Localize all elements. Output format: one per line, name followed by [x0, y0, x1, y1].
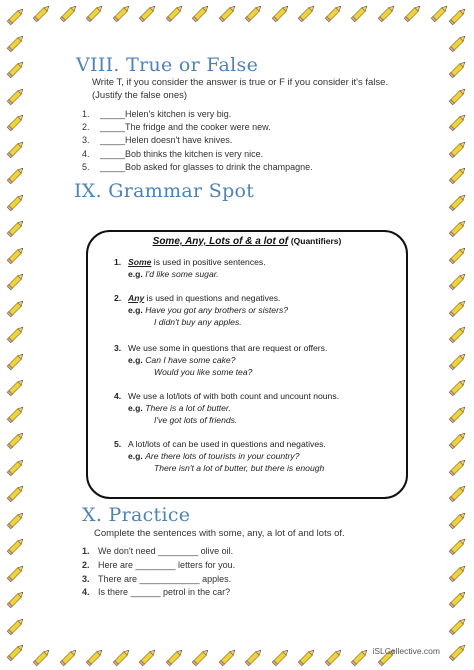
pencil-icon	[136, 645, 160, 669]
pencil-icon	[4, 455, 28, 479]
pencil-icon	[242, 1, 266, 25]
pencil-icon	[375, 1, 399, 25]
pencil-icon	[4, 402, 28, 426]
grammar-rule: 4. We use a lot/lots of with both count and uncount nouns. e.g. There is a lot of butter. I've got lots of friends.	[114, 391, 340, 425]
list-item: 4. _____Bob thinks the kitchen is very nice.	[82, 148, 264, 159]
pencil-icon	[446, 322, 470, 346]
list-item: 2. _____The fridge and the cooker were new.	[82, 122, 271, 133]
list-item: 3. There are ____________ apples.	[82, 573, 232, 584]
list-item: 5. _____Bob asked for glasses to drink the champagne.	[82, 161, 313, 172]
pencil-icon	[4, 216, 28, 240]
list-item: 3. _____Helen doesn't have knives.	[82, 135, 233, 146]
pencil-icon	[446, 110, 470, 134]
pencil-icon	[446, 216, 470, 240]
pencil-icon	[446, 84, 470, 108]
pencil-icon	[446, 481, 470, 505]
list-item: 1. _____Helen's kitchen is very big.	[82, 109, 232, 119]
pencil-icon	[446, 614, 470, 638]
list-item: 1. We don't need ________ olive oil.	[82, 546, 234, 556]
pencil-icon	[30, 645, 54, 669]
pencil-icon	[110, 1, 134, 25]
grammar-rule: 5. A lot/lots of can be used in questions and negatives. e.g. Are there lots of tourists in your country? There isn't a lot of butter, but there is enough	[114, 439, 326, 473]
pencil-icon	[189, 1, 213, 25]
pencil-icon	[446, 296, 470, 320]
pencil-icon	[4, 296, 28, 320]
pencil-icon	[446, 269, 470, 293]
pencil-icon	[446, 31, 470, 55]
pencil-icon	[4, 561, 28, 585]
pencil-icon	[269, 1, 293, 25]
pencil-icon	[446, 349, 470, 373]
pencil-icon	[348, 645, 372, 669]
pencil-icon	[83, 1, 107, 25]
pencil-border-right	[444, 0, 472, 670]
pencil-icon	[446, 587, 470, 611]
pencil-icon	[4, 481, 28, 505]
pencil-icon	[216, 645, 240, 669]
section-title-practice: X. Practice	[82, 504, 191, 526]
pencil-icon	[428, 1, 452, 25]
list-item: 2. Here are ________ letters for you.	[82, 559, 236, 570]
pencil-icon	[4, 243, 28, 267]
pencil-icon	[4, 587, 28, 611]
pencil-icon	[446, 534, 470, 558]
section-title-grammar-spot: IX. Grammar Spot	[74, 180, 255, 202]
pencil-icon	[269, 645, 293, 669]
pencil-icon	[446, 163, 470, 187]
pencil-icon	[4, 375, 28, 399]
pencil-icon	[4, 269, 28, 293]
pencil-icon	[4, 322, 28, 346]
pencil-icon	[110, 645, 134, 669]
pencil-icon	[4, 508, 28, 532]
pencil-icon	[401, 1, 425, 25]
pencil-icon	[57, 1, 81, 25]
pencil-icon	[216, 1, 240, 25]
pencil-icon	[30, 1, 54, 25]
pencil-icon	[446, 375, 470, 399]
pencil-icon	[4, 614, 28, 638]
pencil-icon	[446, 428, 470, 452]
watermark: iSLCollective.com	[372, 646, 440, 656]
pencil-icon	[242, 645, 266, 669]
pencil-border-top	[0, 0, 474, 26]
pencil-icon	[83, 645, 107, 669]
pencil-icon	[4, 349, 28, 373]
pencil-icon	[446, 137, 470, 161]
pencil-icon	[4, 110, 28, 134]
pencil-icon	[163, 1, 187, 25]
pencil-icon	[446, 190, 470, 214]
grammar-box-title: Some, Any, Lots of & a lot of (Quantifiers)	[152, 236, 342, 247]
pencil-icon	[4, 137, 28, 161]
grammar-box	[86, 230, 408, 499]
pencil-icon	[57, 645, 81, 669]
pencil-icon	[446, 455, 470, 479]
pencil-icon	[322, 1, 346, 25]
pencil-icon	[446, 561, 470, 585]
pencil-icon	[348, 1, 372, 25]
pencil-icon	[446, 243, 470, 267]
list-item: 4. Is there ______ petrol in the car?	[82, 587, 231, 598]
pencil-icon	[295, 645, 319, 669]
pencil-icon	[295, 1, 319, 25]
section-title-true-false: VIII. True or False	[76, 54, 259, 76]
grammar-rule: 2. Any is used in questions and negatives. e.g. Have you got any brothers or sisters? I didn't buy any apples.	[114, 293, 289, 327]
grammar-rule: 1. Some is used in positive sentences. e.g. I'd like some sugar.	[114, 257, 266, 279]
pencil-icon	[4, 84, 28, 108]
pencil-icon	[4, 428, 28, 452]
grammar-rule: 3. We use some in questions that are request or offers. e.g. Can I have some cake? Would you like some tea?	[114, 343, 328, 377]
pencil-icon	[322, 645, 346, 669]
true-false-instruction: Write T, if you consider the answer is true or F if you consider it's false. (Justify the false ones)	[92, 77, 389, 101]
pencil-icon	[4, 163, 28, 187]
pencil-icon	[136, 1, 160, 25]
practice-list	[82, 545, 235, 600]
practice-instruction: Complete the sentences with some, any, a lot of and lots of.	[94, 528, 345, 539]
true-false-list	[82, 108, 313, 174]
pencil-icon	[163, 645, 187, 669]
pencil-icon	[446, 402, 470, 426]
pencil-border-left	[2, 0, 30, 670]
pencil-icon	[446, 57, 470, 81]
pencil-icon	[4, 31, 28, 55]
pencil-icon	[189, 645, 213, 669]
pencil-icon	[4, 57, 28, 81]
pencil-icon	[4, 190, 28, 214]
pencil-icon	[446, 508, 470, 532]
pencil-icon	[4, 534, 28, 558]
